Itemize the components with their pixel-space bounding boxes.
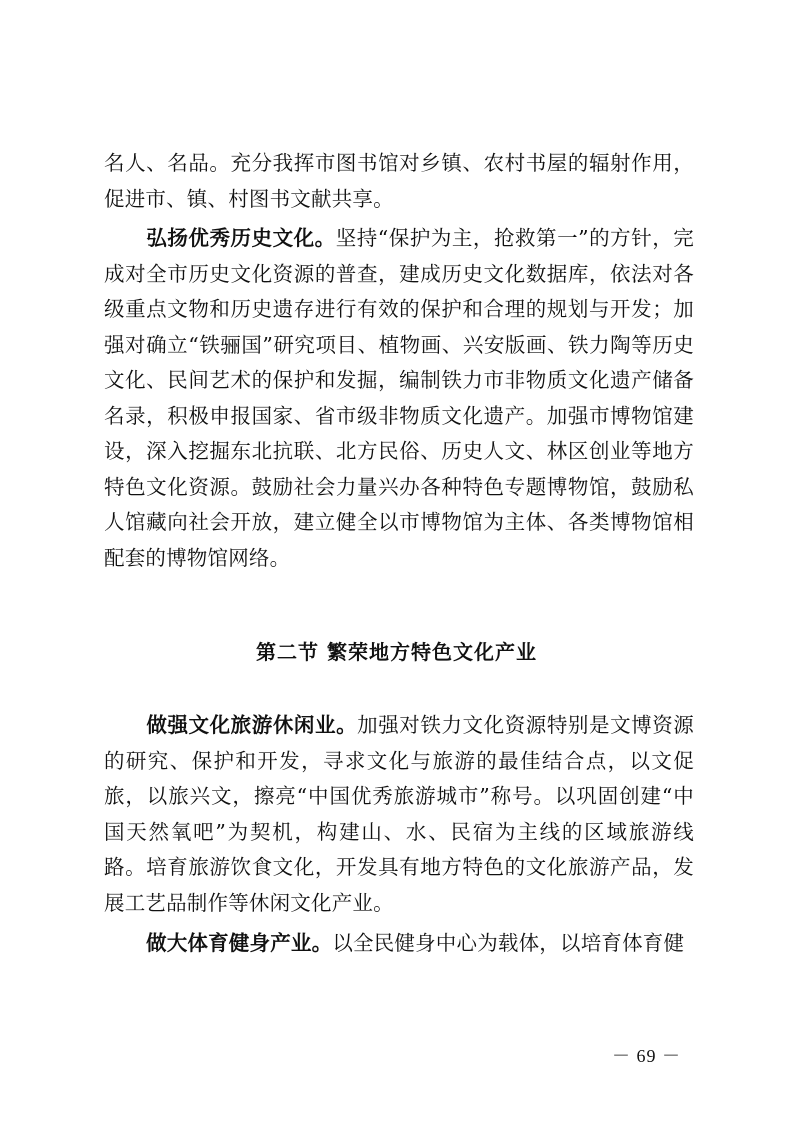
paragraph-sports-fitness — [104, 926, 694, 962]
paragraph-text: 以全民健身中心为载体，以培育体育健 — [332, 931, 685, 955]
page-number: － 69 － — [612, 1046, 681, 1066]
paragraph-text: 名人、名品。充分我挥市图书馆对乡镇、农村书屋的辐射作用，促进市、镇、村图书文献共享。 — [104, 151, 694, 211]
paragraph-text: 加强对铁力文化资源特别是文博资源的研究、保护和开发，寻求文化与旅游的最佳结合点，以文促旅，以旅兴文，擦亮“中国优秀旅游城市”称号。以巩固创建“中国天然氧吧”为契机，构建山、水、民宿为主线的区域旅游线路。培育旅游饮食文化，开发具有地方特色的文化旅游产品，发展工艺品制作等休闲文化产业。 — [104, 713, 695, 915]
paragraph-lead: 做大体育健身产业。 — [146, 931, 333, 955]
paragraph-lead: 弘扬优秀历史文化。 — [146, 226, 336, 250]
paragraph-text: 坚持“保护为主，抢救第一”的方针，完成对全市历史文化资源的普查，建成历史文化数据库，依法对各级重点文物和历史遗存进行有效的保护和合理的规划与开发；加强对确立“铁骊国”研究项目、植物画、兴安版画、铁力陶等历史文化、民间艺术的保护和发掘，编制铁力市非物质文化遗产储备名录，积极申报国家、省市级非物质文化遗产。加强市博物馆建设，深入挖掘东北抗联、北方民俗、历史人文、林区创业等地方特色文化资源。鼓励社会力量兴办各种特色专题博物馆，鼓励私人馆藏向社会开放，建立健全以市博物馆为主体、各类博物馆相配套的博物馆网络。 — [104, 226, 694, 570]
section-heading: 第二节 繁荣地方特色文化产业 — [256, 640, 537, 664]
paragraph-culture-tourism — [104, 708, 694, 921]
paragraph-continuation — [104, 146, 694, 217]
paragraph-history-culture — [104, 221, 694, 576]
paragraph-lead: 做强文化旅游休闲业。 — [146, 713, 358, 737]
